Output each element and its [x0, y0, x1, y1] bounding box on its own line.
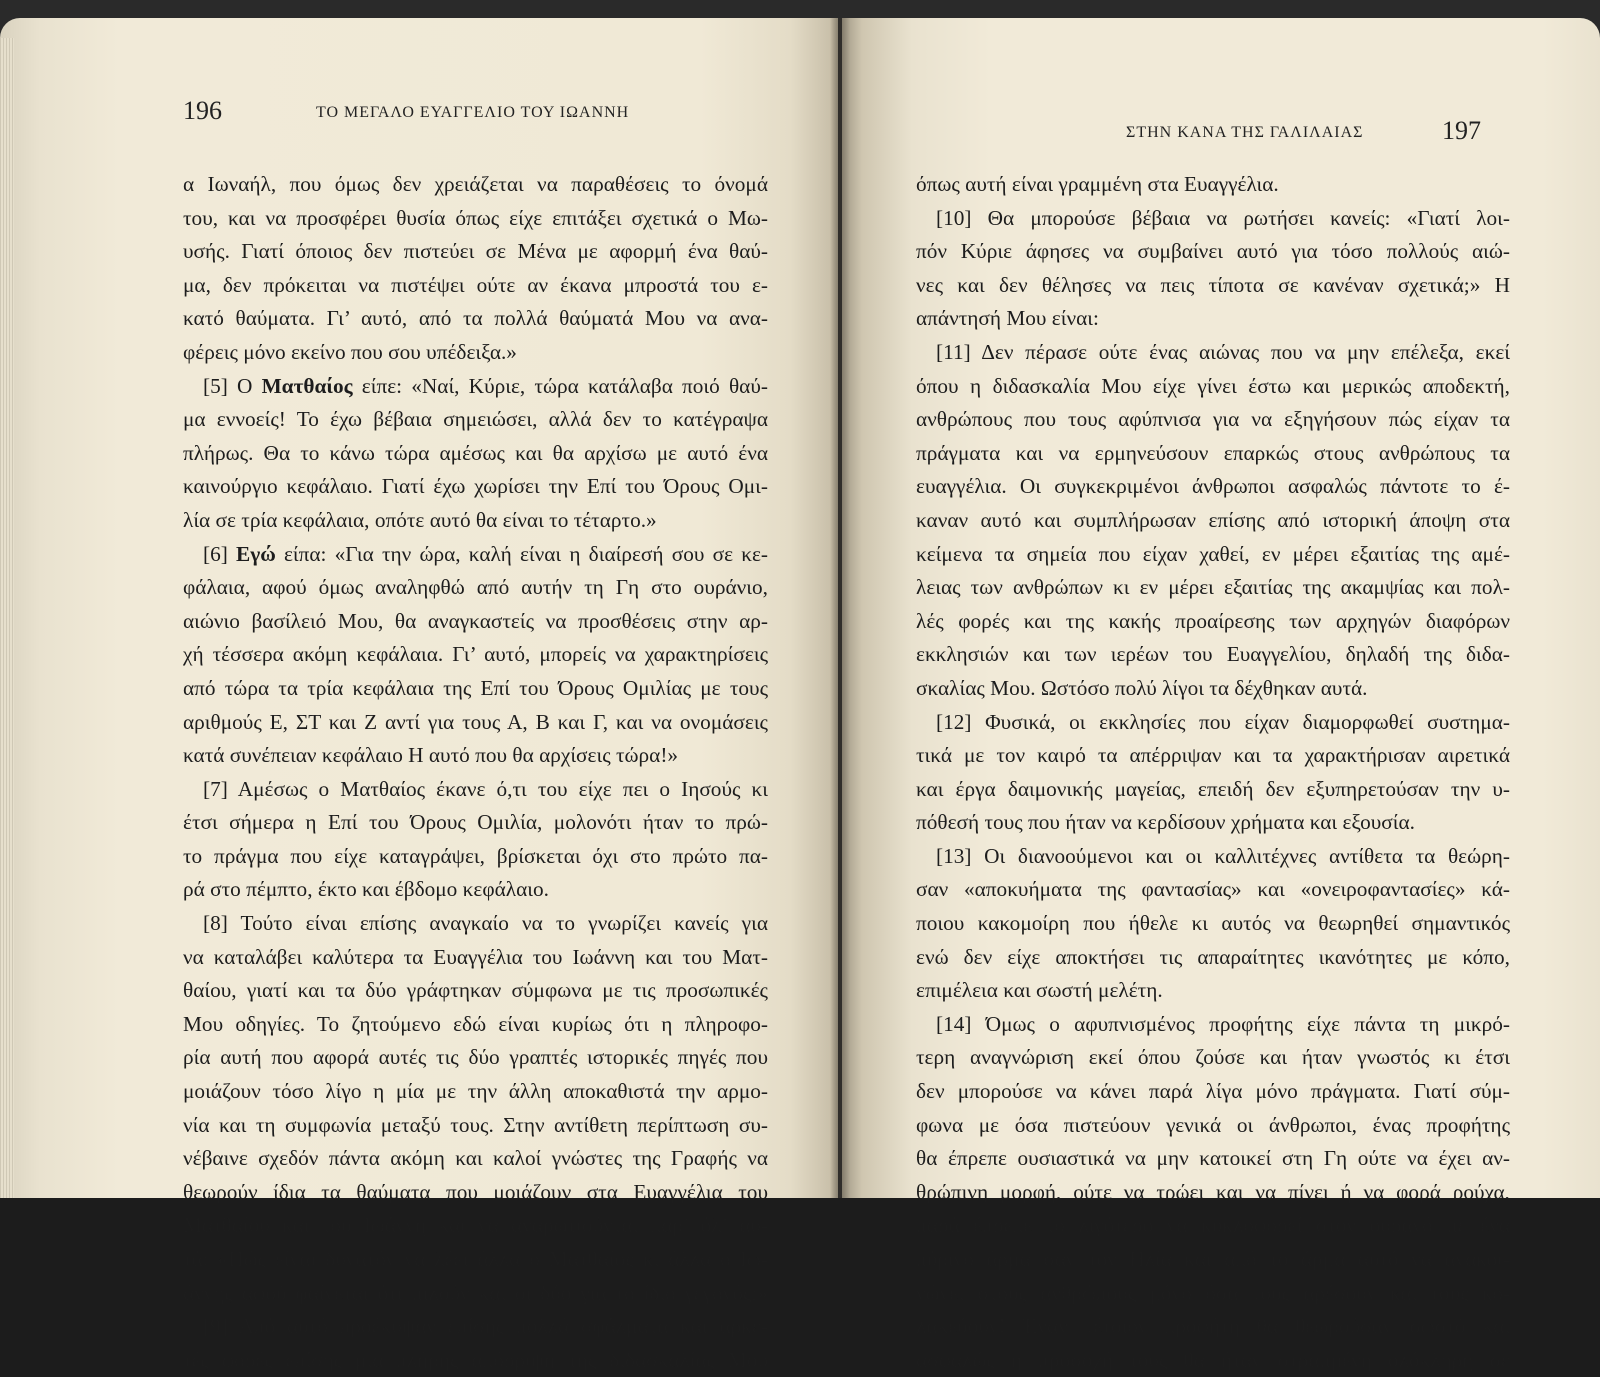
text-line: πλήρως. Θα το κάνω τώρα αμέσως και θα αρχίσω με αυτό ένα: [183, 440, 768, 465]
left-body-text: [183, 168, 768, 1377]
text-line: [9] Από αυτό προέκυψαν επίσης πολλά σφάλματα και αρκε-: [203, 1314, 768, 1339]
text-line: Ματθαίου και του Ιωάννη και να αναρωτιούνται παρ’ όλ’ αυ-: [183, 1213, 768, 1238]
text-line: μα, δεν πρόκειται να πιστέψει ούτε αν έκανα μπροστά του ε-: [183, 272, 768, 297]
text-line: ενώ δεν είχε αποκτήσει τις απαραίτητες ικανότητες με κόπο,: [916, 944, 1510, 969]
text-line: θαίου, γιατί και τα δύο γράφτηκαν σύμφωνα με τις προσωπικές: [183, 978, 768, 1003]
right-body-text: [916, 168, 1510, 1377]
text-line: τερη αναγνώριση εκεί όπου ζούσε και ήταν γνωστός κι έτσι: [916, 1045, 1510, 1070]
text-line: τικά με τον καιρό τα απέρριψαν και τα χαρακτήρισαν αιρετικά: [916, 743, 1510, 768]
text-line: ρά στο πέμπτο, έκτο και έβδομο κεφάλαιο.: [183, 877, 549, 902]
text-line: νες και δεν θέλησες να πεις τίποτα σε κανέναν σχετικά;» Η: [916, 272, 1510, 297]
text-line: επιμέλεια και σωστή μελέτη.: [916, 978, 1163, 1003]
text-line: λία σε τρία κεφάλαια, οπότε αυτό θα είναι το τέταρτο.»: [183, 507, 657, 532]
text-line: θα έπρεπε ουσιαστικά να μην κατοικεί στη Γη ούτε να έχει αν-: [916, 1146, 1510, 1171]
text-line: καναν αυτό και συμπλήρωσαν επίσης από ιστορική άποψη στα: [916, 507, 1510, 532]
speaker-name: Εγώ: [236, 541, 276, 566]
right-page: [842, 18, 1600, 1372]
text-line: έτσι σήμερα η Επί του Όρους Ομιλία, μολονότι ήταν το πρώ-: [183, 810, 768, 835]
text-line: όπως αυτή είναι γραμμένη στα Ευαγγέλια.: [916, 172, 1279, 196]
text-line: [11] Δεν πέρασε ούτε ένας αιώνας που να μην επέλεξα, εκεί: [936, 339, 1510, 364]
text-line: όπου η διδασκαλία Μου είχε γίνει έστω και μερικώς αποδεκτή,: [916, 373, 1510, 398]
text-line: θρώπινη μορφή, ούτε να τρώει και να πίνει ή να φορά ρούχα,: [916, 1179, 1510, 1204]
text-line: κατό θαύματα. Γι’ αυτό, από τα πολλά θαύματά Μου να ανα-: [183, 306, 768, 331]
text-line: πόν Κύριε άφησες να συμβαίνει αυτό για τόσο πολλούς αιώ-: [916, 239, 1510, 264]
text-line: ανθρώπους που τους αφύπνισα για να εξηγήσουν πώς είχαν τα: [916, 407, 1510, 432]
text-line: νώνει στους ανθρώπους μόνο όσα τους αρέσουν και τους κο-: [916, 1280, 1510, 1305]
text-line: λές φορές και της κακής προαίρεσης των αρχηγών διαφόρων: [916, 608, 1510, 633]
book-spine: [830, 18, 850, 1198]
page-number: 196: [183, 96, 222, 125]
text-line: ευαγγέλια. Οι συγκεκριμένοι άνθρωποι ασφαλώς πάντοτε το έ-: [916, 474, 1510, 499]
text-line: τά: «Πώς είναι δυνατόν να λέει άλλα ο Ματθαίος κι άλλα ο Ιω-: [183, 1247, 768, 1271]
text-line: φέρεις μόνο εκείνο που σου υπέδειξα.»: [183, 339, 517, 364]
text-line: [7] Αμέσως ο Ματθαίος έκανε ό,τι του είχε πει ο Ιησούς κι: [203, 776, 768, 801]
text-line: άννης αφού φαίνεται ότι μιλούν και οι δύο για το ίδιο γεγονός;»: [183, 1280, 768, 1305]
left-page: [0, 18, 838, 1372]
text-line: από τώρα τα τρία κεφάλαια της Επί του Όρους Ομιλίας με τους: [183, 675, 768, 700]
text-line: κείμενα τα σημεία που είχαν χαθεί, εν μέρει εξαιτίας της αμέ-: [916, 541, 1510, 566]
text-line: νέβαινε σχεδόν πάντα ακόμη και καλοί γνώστες της Γραφής να: [183, 1146, 768, 1171]
text-line: παρά έπρεπε το λιγότερο να κυκλοφορεί στον ουρανό με ένα: [916, 1213, 1510, 1238]
text-line: σαν «αποκυήματα της φαντασίας» και «ονειροφαντασίες» κά-: [916, 877, 1510, 902]
text-line: το πράγμα που είχε καταγράψει, βρίσκεται όχι στο πρώτο πα-: [183, 843, 768, 868]
text-line: εκκλησιών και των ιερέων του Ευαγγελίου, δηλαδή της διδα-: [916, 642, 1510, 667]
page-edges: [0, 38, 14, 1198]
text-line: αιώνιο βασίλειό Μου, θα αναγκαστείς να προσθέσεις στην αρ-: [183, 608, 768, 633]
text-line: απάντησή Μου είναι:: [916, 306, 1099, 331]
text-line: Μου οδηγίες. Το ζητούμενο εδώ είναι κυρίως ότι η πληροφο-: [183, 1011, 768, 1036]
text-line: νία και τη συμφωνία μεταξύ τους. Στην αντίθετη περίπτωση συ-: [183, 1112, 768, 1137]
text-line: πράγματα και να ερμηνεύσουν επαρκώς στους ανθρώπους τα: [916, 440, 1510, 465]
text-line: μα εννοείς! Το έχω βέβαια σημειώσει, αλλά δεν το κατέγραψα: [183, 407, 768, 432]
text-line: πόθεσή τους που ήταν να κερδίσουν χρήματα και εξουσία.: [916, 810, 1415, 835]
text-line: τές φορές επίσης μια πλήρης απόρριψη της διδασκαλίας Μου: [183, 1347, 768, 1372]
text-segment: είπα: «Για την ώρα, καλή είναι η διαίρεσή σου σε κε-: [275, 541, 768, 566]
text-line: [10] Θα μπορούσε βέβαια να ρωτήσει κανείς: «Γιατί λοι-: [936, 205, 1510, 230]
text-line: θεωρούν ίδια τα θαύματα που μοιάζουν στα Ευαγγέλια του: [183, 1179, 768, 1204]
running-head: ΤΟ ΜΕΓΑΛΟ ΕΥΑΓΓΕΛΙΟ ΤΟΥ ΙΩΑΝΝΗ: [316, 104, 630, 121]
text-line: λειας των ανθρώπων κι εν μέρει εξαιτίας της ακαμψίας και πολ-: [916, 575, 1510, 600]
text-line: [8] Τούτο είναι επίσης αναγκαίο να το γνωρίζει κανείς για: [203, 911, 768, 936]
text-line: φάλαια, αφού όμως αναληφθώ από αυτήν τη Γη στο ουράνιο,: [183, 575, 768, 600]
text-line: και έργα δαιμονικής μαγείας, επειδή δεν εξυπηρετούσαν την υ-: [916, 776, 1510, 801]
text-line: [183, 370, 768, 404]
text-line: ασφαλώς η προσοχή τους θα ήταν στραμμένη ολόκληρη σε: [916, 1347, 1510, 1372]
speaker-name: Ματθαίος: [261, 373, 353, 398]
text-segment: [5] Ο: [203, 373, 262, 398]
text-line: φωνα με όσα πιστεύουν γενικά οι άνθρωποι, ένας προφήτης: [916, 1112, 1510, 1137]
text-line: δεν μπορούσε να κάνει παρά λίγα μόνο πράγματα. Γιατί σύμ-: [916, 1079, 1510, 1104]
text-line: [183, 538, 768, 572]
text-line: πύρινο άρμα σαν τον Ηλία και από το άρμα αυτό να ανακοι-: [916, 1247, 1510, 1271]
text-segment: [6]: [203, 541, 237, 566]
text-line: αριθμούς Ε, ΣΤ και Ζ αντί για τους Α, Β και Γ, και να ονομάσεις: [183, 709, 768, 734]
text-line: να καταλάβει καλύτερα τα Ευαγγέλια του Ιωάννη και του Ματ-: [183, 944, 768, 969]
running-head: ΣΤΗΝ ΚΑΝΑ ΤΗΣ ΓΑΛΙΛΑΙΑΣ: [1126, 124, 1364, 141]
text-line: ρία αυτή που αφορά αυτές τις δύο γραπτές ιστορικές πηγές που: [183, 1045, 768, 1070]
text-line: καινούργιο κεφάλαιο. Γιατί έχω χωρίσει την Επί του Όρους Ομι-: [183, 474, 768, 499]
text-line: [13] Οι διανοούμενοι και οι καλλιτέχνες αντίθετα τα θεώρη-: [936, 843, 1510, 868]
text-segment: είπε: «Ναί, Κύριε, τώρα κατάλαβα ποιό θαύ-: [352, 373, 768, 398]
text-line: κατά συνέπειαν κεφάλαιο Η αυτό που θα αρχίσεις τώρα!»: [183, 743, 679, 768]
text-line: ποιου κακομοίρη που ήθελε κι αυτός να θεωρηθεί σημαντικός: [916, 911, 1510, 936]
text-line: του, και να προσφέρει θυσία όπως είχε επιτάξει σχετικά ο Μω-: [183, 205, 768, 230]
page-number: 197: [1442, 116, 1481, 145]
text-line: υσής. Γιατί όποιος δεν πιστεύει σε Μένα με αφορμή ένα θαύ-: [183, 239, 768, 264]
text-line: α Ιωναήλ, που όμως δεν χρειάζεται να παραθέσεις το όνομά: [183, 172, 768, 196]
text-line: σκαλίας Μου. Ωστόσο πολύ λίγοι τα δέχθηκαν αυτά.: [916, 675, 1368, 700]
text-line: χή τέσσερα ακόμη κεφάλαια. Γι’ αυτό, μπορείς να χαρακτηρίσεις: [183, 642, 768, 667]
text-line: μοιάζουν τόσο λίγο η μία με την άλλη αποκαθιστά την αρμο-: [183, 1079, 768, 1104]
text-line: λακεύουν! Έναν τέτοιον προφήτη θα θεωρούσαν σωστό και: [916, 1314, 1510, 1339]
text-line: [14] Όμως ο αφυπνισμένος προφήτης είχε πάντα τη μικρό-: [936, 1011, 1510, 1036]
text-line: [12] Φυσικά, οι εκκλησίες που είχαν διαμορφωθεί συστημα-: [936, 709, 1510, 734]
